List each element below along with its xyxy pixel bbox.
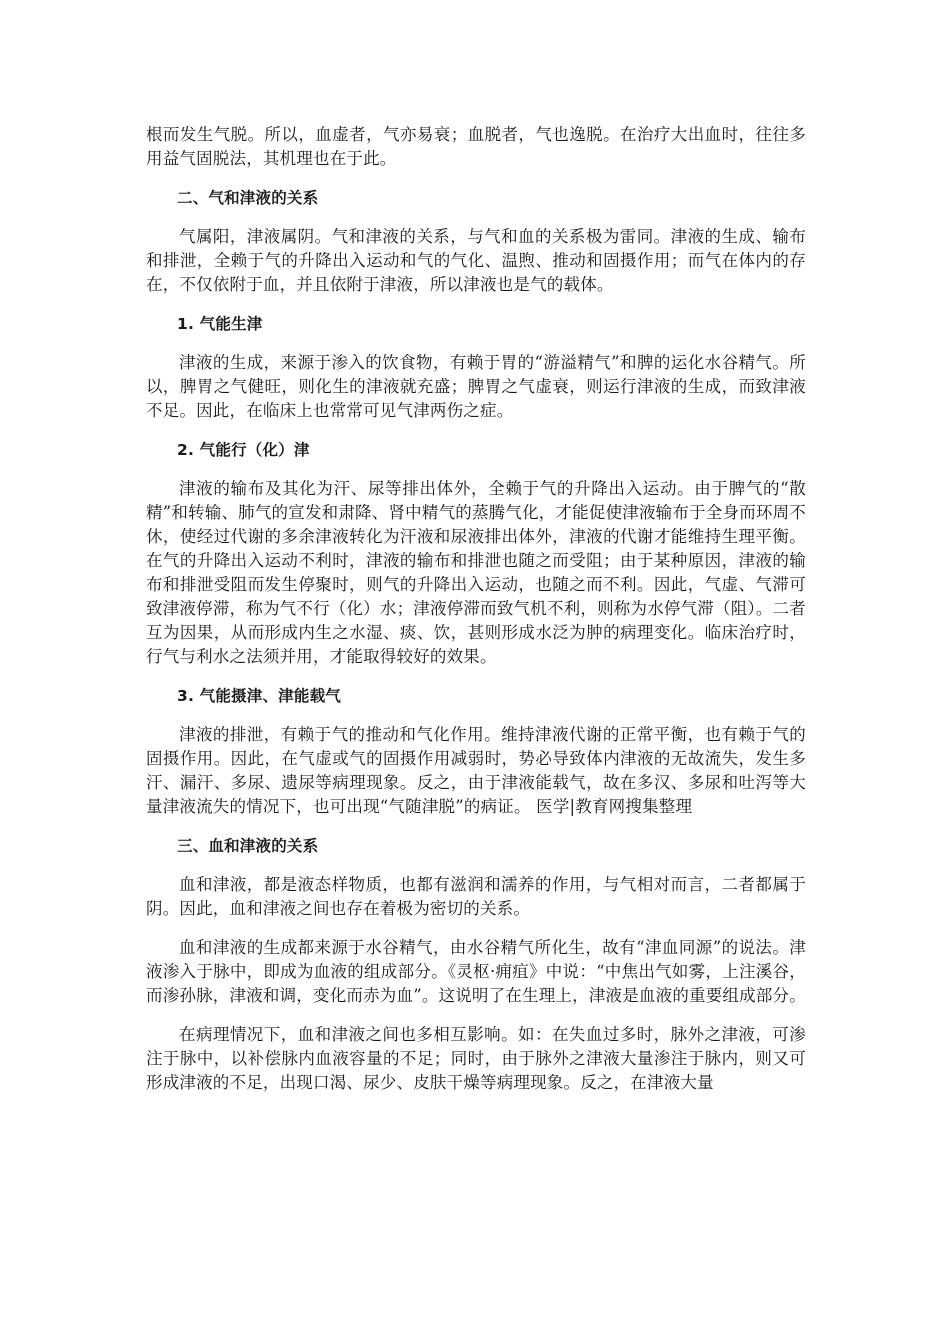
subheading-qi-moves-fluids: 2. 气能行（化）津 <box>177 441 310 459</box>
subheading-qi-holds-fluids: 3. 气能摄津、津能载气 <box>177 687 341 705</box>
paragraph-qi-fluids-intro: 气属阳，津液属阴。气和津液的关系，与气和血的关系极为雷同。津液的生成、输布和排泄，全赖于气的升降出入运动和气的气化、温煦、推动和固摄作用；而气在体内的存在，不仅依附于血，并且依附于津液，所以津液也是气的载体。 <box>146 227 806 294</box>
paragraph-blood-loss-conclusion: 根而发生气脱。所以，血虚者，气亦易衰；血脱者，气也逸脱。在治疗大出血时，往往多用益气固脱法，其机理也在于此。 <box>146 125 806 168</box>
paragraph-qi-generates-fluids: 津液的生成，来源于渗入的饮食物，有赖于胃的“游溢精气”和脾的运化水谷精气。所以，脾胃之气健旺，则化生的津液就充盛；脾胃之气虚衰，则运行津液的生成，而致津液不足。因此，在临床上也常常可见气津两伤之症。 <box>146 353 806 420</box>
section-heading-qi-and-fluids: 二、气和津液的关系 <box>177 189 319 207</box>
section-heading-blood-and-fluids: 三、血和津液的关系 <box>177 837 319 855</box>
document-body <box>146 123 806 1110</box>
paragraph-blood-fluids-pathology: 在病理情况下，血和津液之间也多相互影响。如：在失血过多时，脉外之津液，可渗注于脉中，以补偿脉内血液容量的不足；同时，由于脉外之津液大量渗注于脉内，则又可形成津液的不足，出现口渴、尿少、皮肤干燥等病理现象。反之，在津液大量 <box>146 1025 806 1092</box>
paragraph-qi-moves-fluids: 津液的输布及其化为汗、尿等排出体外，全赖于气的升降出入运动。由于脾气的“散精”和转输、肺气的宣发和肃降、肾中精气的蒸腾气化，才能促使津液输布于全身而环周不休，使经过代谢的多余津液转化为汗液和尿液排出体外，津液的代谢才能维持生理平衡。在气的升降出入运动不利时，津液的输布和排泄也随之而受阻；由于某种原因，津液的输布和排泄受阻而发生停聚时，则气的升降出入运动，也随之而不利。因此，气虚、气滞可致津液停滞，称为气不行（化）水；津液停滞而致气机不利，则称为水停气滞（阻）。二者互为因果，从而形成内生之水湿、痰、饮，甚则形成水泛为肿的病理变化。临床治疗时，行气与利水之法须并用，才能取得较好的效果。 <box>146 479 806 666</box>
paragraph-blood-fluids-intro: 血和津液，都是液态样物质，也都有滋润和濡养的作用，与气相对而言，二者都属于阴。因此，血和津液之间也存在着极为密切的关系。 <box>146 875 806 918</box>
subheading-qi-generates-fluids: 1. 气能生津 <box>177 315 263 333</box>
paragraph-qi-holds-fluids: 津液的排泄，有赖于气的推动和气化作用。维持津液代谢的正常平衡，也有赖于气的固摄作用。因此，在气虚或气的固摄作用减弱时，势必导致体内津液的无故流失，发生多汗、漏汗、多尿、遗尿等病理现象。反之，由于津液能载气，故在多汉、多尿和吐泻等大量津液流失的情况下，也可出现“气随津脱”的病证。 医学|教育网搜集整理 <box>146 725 806 816</box>
paragraph-blood-fluids-same-source: 血和津液的生成都来源于水谷精气，由水谷精气所化生，故有“津血同源”的说法。津液渗入于脉中，即成为血液的组成部分。《灵枢·痈疽》中说：“中焦出气如雾，上注溪谷，而渗孙脉，津液和调，变化而赤为血”。这说明了在生理上，津液是血液的重要组成部分。 <box>146 938 806 1005</box>
